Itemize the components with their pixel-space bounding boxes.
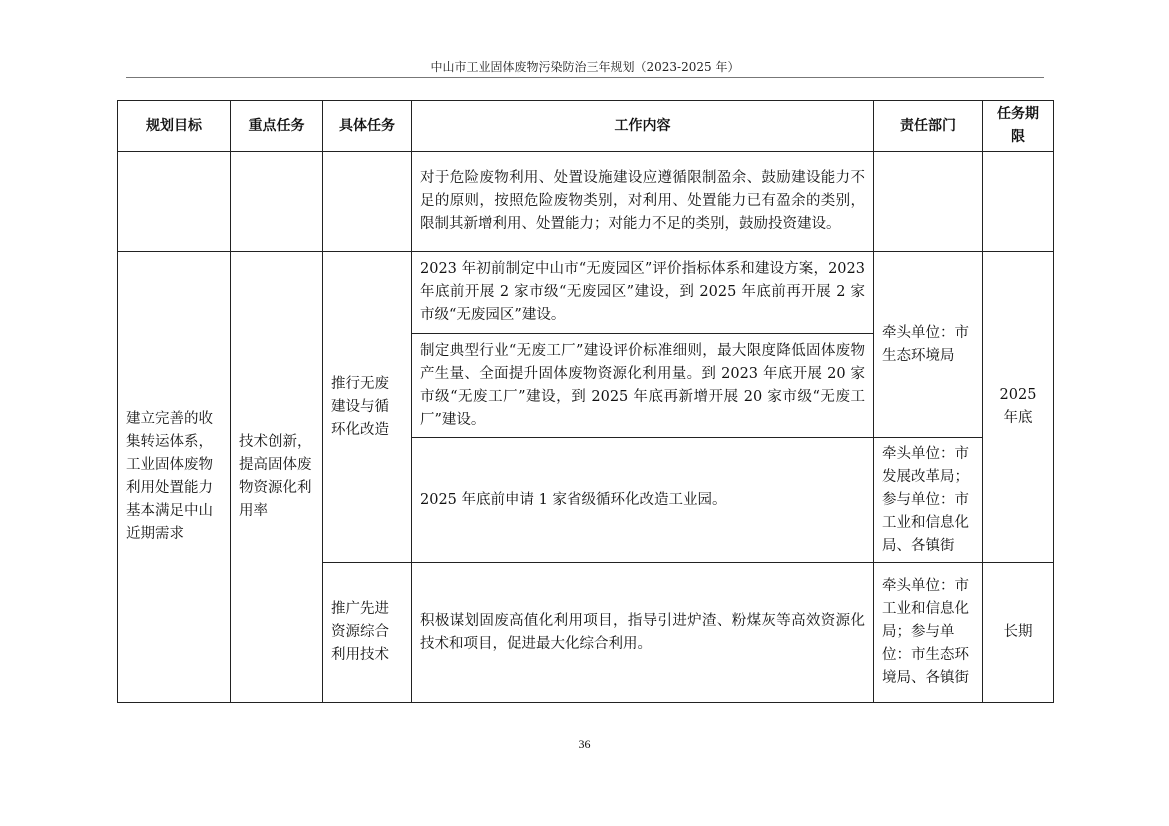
table-row xyxy=(118,252,1054,334)
cell-key-task: 技术创新，提高固体废物资源化利用率 xyxy=(231,252,323,703)
table-header-row xyxy=(118,101,1054,152)
col-header-goal: 规划目标 xyxy=(118,101,231,152)
cell-department: 牵头单位：市工业和信息化局；参与单位：市生态环境局、各镇街 xyxy=(874,563,983,703)
col-header-specific-task: 具体任务 xyxy=(323,101,412,152)
cell-deadline: 2025 年底 xyxy=(983,252,1054,563)
header-divider xyxy=(126,77,1044,78)
page-number: 36 xyxy=(578,737,591,751)
cell-content: 2023 年初前制定中山市“无废园区”评价指标体系和建设方案，2023 年底前开展 2 家市级“无废园区”建设，到 2025 年底前再开展 2 家市级“无废园区”建设。 xyxy=(412,252,874,334)
col-header-deadline: 任务期限 xyxy=(983,101,1054,152)
cell-content: 2025 年底前申请 1 家省级循环化改造工业园。 xyxy=(412,438,874,563)
cell-goal: 建立完善的收集转运体系，工业固体废物利用处置能力基本满足中山近期需求 xyxy=(118,252,231,703)
cell-department: 牵头单位：市发展改革局；参与单位：市工业和信息化局、各镇街 xyxy=(874,438,983,563)
col-header-key-task: 重点任务 xyxy=(231,101,323,152)
cell-empty xyxy=(983,152,1054,252)
table-row xyxy=(118,152,1054,252)
cell-empty xyxy=(118,152,231,252)
cell-content: 对于危险废物利用、处置设施建设应遵循限制盈余、鼓励建设能力不足的原则，按照危险废物类别，对利用、处置能力已有盈余的类别，限制其新增利用、处置能力；对能力不足的类别，鼓励投资建设。 xyxy=(412,152,874,252)
cell-department: 牵头单位：市生态环境局 xyxy=(874,252,983,438)
cell-content: 积极谋划固废高值化利用项目，指导引进炉渣、粉煤灰等高效资源化技术和项目，促进最大化综合利用。 xyxy=(412,563,874,703)
cell-empty xyxy=(323,152,412,252)
cell-specific-task: 推广先进资源综合利用技术 xyxy=(323,563,412,703)
running-header: 中山市工业固体废物污染防治三年规划（2023-2025 年） xyxy=(430,60,740,74)
cell-deadline: 长期 xyxy=(983,563,1054,703)
cell-content: 制定典型行业“无废工厂”建设评价标准细则，最大限度降低固体废物产生量、全面提升固体废物资源化利用量。到 2023 年底开展 20 家市级“无废工厂”建设，到 2025 年底再新增开展 20 家市级“无废工厂”建设。 xyxy=(412,334,874,438)
cell-specific-task: 推行无废建设与循环化改造 xyxy=(323,252,412,563)
col-header-department: 责任部门 xyxy=(874,101,983,152)
planning-task-table xyxy=(117,100,1054,703)
cell-empty xyxy=(231,152,323,252)
cell-empty xyxy=(874,152,983,252)
col-header-content: 工作内容 xyxy=(412,101,874,152)
